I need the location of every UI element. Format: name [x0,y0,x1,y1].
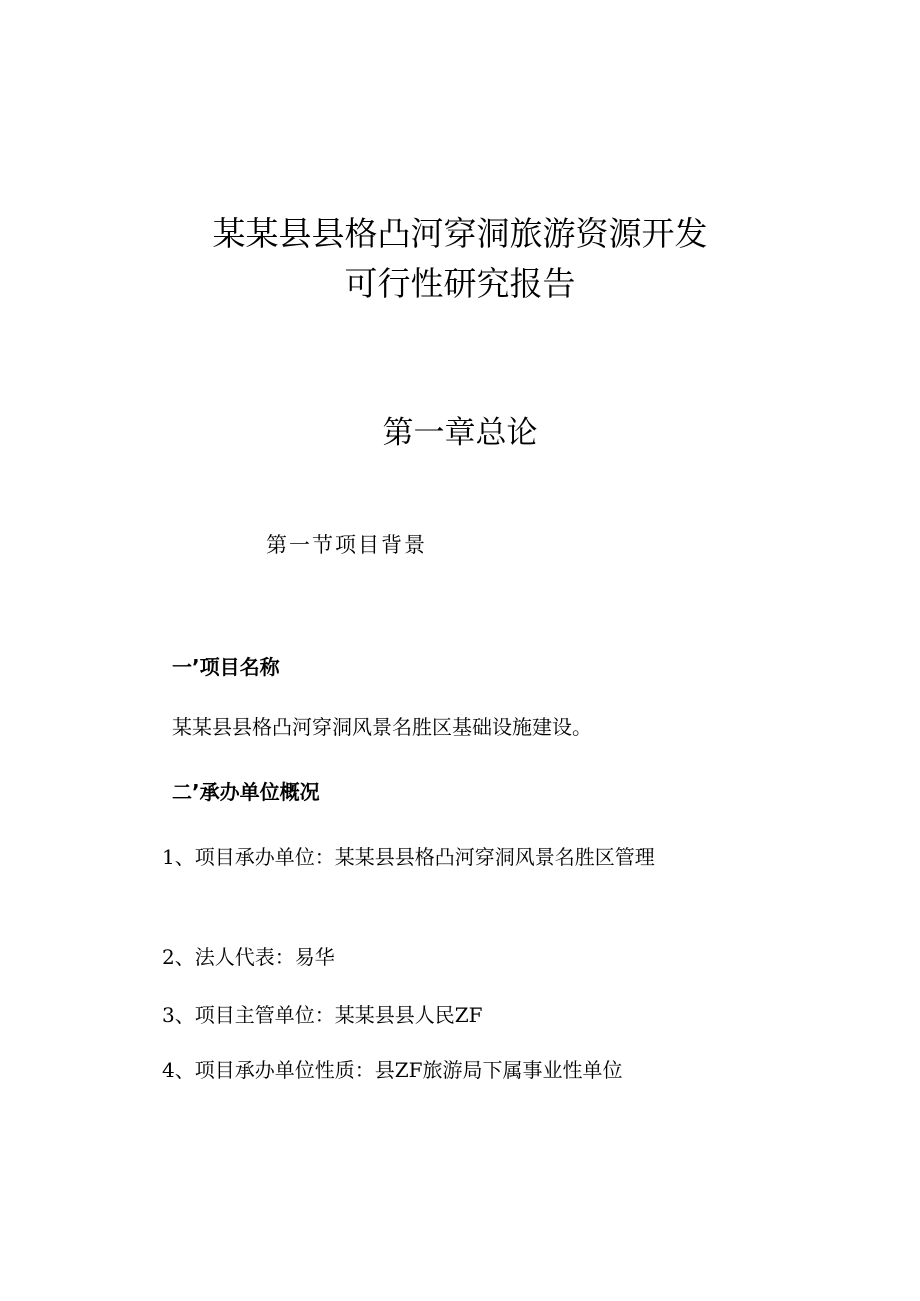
list-item-organizing-unit: 1、项目承办单位：某某县县格凸河穿洞风景名胜区管理 [162,845,655,869]
chapter-heading: 第一章总论 [382,415,538,451]
project-name-heading: 一’项目名称 [172,655,280,679]
report-title-line-2: 可行性研究报告 [344,264,576,303]
report-title-line-1: 某某县县格凸河穿洞旅游资源开发 [212,214,708,253]
section-heading: 第一节项目背景 [266,533,427,557]
list-item-supervising-unit: 3、项目主管单位：某某县县人民ZF [162,1003,483,1027]
list-item-unit-nature: 4、项目承办单位性质：县ZF旅游局下属事业性单位 [162,1058,623,1082]
project-name-text: 某某县县格凸河穿洞风景名胜区基础设施建设。 [172,715,592,739]
organization-overview-heading: 二’承办单位概况 [172,780,320,804]
list-item-legal-representative: 2、法人代表：易华 [162,945,335,969]
